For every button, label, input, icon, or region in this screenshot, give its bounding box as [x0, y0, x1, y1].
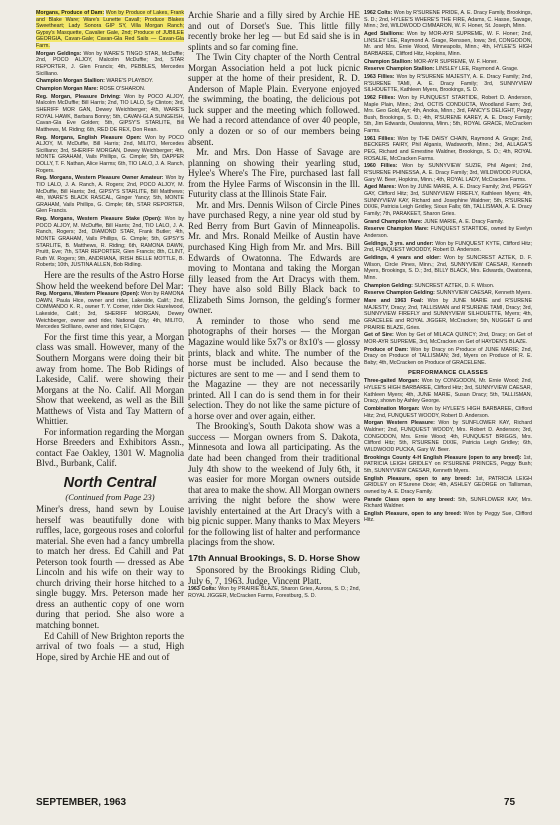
issue-date: SEPTEMBER, 1963	[36, 797, 127, 808]
results-list	[36, 291, 184, 331]
paragraph: The Twin City chapter of the North Central Morgan Association held a pot luck picnic supper at the home of their president, R. D. Anderson of Maple Plain. Everyone enjoyed the swimming, the boating, the delicious pot luck supper and the meeting which followed. We had a record attendance of over 40 people, only a dozen or so of our members being absent.	[188, 52, 360, 147]
result-entry: Reserve Champion Gelding: SUNNYVIEW CAESAR, Kenneth Myers.	[364, 290, 532, 297]
paragraph: Mr. and Mrs. Dennis Wilson of Circle Pines have purchased Regy, a nine year old stud by Red Berry from Burt Gavin of Minneapolis. Mr. and Mrs. Ronald Meilke of Austin have purchased King High from Mr. and Mrs. Bill Edwards of Owatonna. The Edwards are moving to Montana and taking the Morgan filly leased from the Art Dracys with them. They have also sold Billy Black back to Elizabeth Sims Jornson, the gelding's former owner.	[188, 199, 360, 316]
result-entry: Champion Stallion: MOR-AYR SUPREME, W. F. Honer.	[364, 58, 498, 65]
result-entry: Parade Class open to any breed: 5th, SUNFLOWER KAY, Mrs. Richard Waldner.	[364, 496, 532, 510]
result-entry: Aged Mares: Won by JUNE MARIE, A. E. Dracy Family; 2nd, PEGGY GAY, Clifford Hitz; 3rd, SUNNYVIEW FIREFLY, Kathleen Myers; 4th, SUNNYVIEW KAY, Richard and Josephine Waldner; 5th, R'SURENE DIXIE, Patricia Leigh Gridley, Sioux Falls; 6th, TALLISMAN, A. E. Dracy Family; 7th, PARAKEET, Sharon Gries.	[364, 184, 532, 217]
result-entry: 1961 Fillies: Won by THE DAISY CHAIN, Raymond A. Grage; 2nd, BECKERS FAIRY, Phil Alganis, Wadsworth, Minn.; 3rd, ALLAGA'S PEG, Richard and Ernestine Waldner, Brookings, S. D.; 4th, ROYAL ROSALIE, McCracken Farms.	[364, 135, 532, 162]
result-entry: Geldings, 3 yrs. and under: Won by FUNQUEST KYTE, Clifford Hitz; 2nd, FUNQUEST WOODDY, Robert D. Anderson.	[364, 240, 532, 254]
result-entry: English Pleasure, open to any breed: Won by Peggy Sue, Clifford Hitz.	[364, 510, 532, 524]
result-entry: Morgans, Produce of Dam: Won by Produce of Lakes, Frank and Blake Ware; Ware's Lunette Cavall; Produce Blakes Sweetheart; Lady Sonora GIP SY, Villa Morgan Ranch; Gypsy's Masquette, Cavalier Gale, 2nd; Produce of JUBILEE GEORGIA, Cavan-Gale; Cavan-Gla Red Sails — Cavan-Gla Farm.	[36, 10, 184, 49]
continued-note: (Continued from Page 23)	[65, 492, 155, 503]
result-entry: Reg. Morgans, English Pleasure Open: Won by POCO ALJOY, M. McDuffie, Bill Harris; 2nd, MILITO, Mercedes Sicilliano; 3rd, SHERIFF MORGAN, Dewey Weichberger; 4th, MONTE GRAHAM, Vails Phillips, G. Cimple; 5th, DAPPER DOLLY, T. F. Nathan, Alice Harms; 6th, TIO LALO, J. A. Ranch, Rogers.	[36, 134, 184, 174]
paragraph: A reminder to those who send me photographs of their horses — the Morgan Magazine would like 5x7's or 8x10's — glossy prints, black and white. The number of the horse must be included. Also because the pictures are sent to me — and I send them to the Magazine — they are not necessarily printed. All I can do is send them in for their selection. They do not like the same picture of a horse over and over again, either.	[188, 315, 360, 421]
results-list	[364, 378, 532, 524]
column-middle	[188, 10, 360, 601]
paragraph: Archie Sharie and a filly sired by Archie HE and out of Dorset's Sue. This little filly recently broke her leg — but Ed said she is in splints and so far coming fine.	[188, 10, 360, 52]
paragraph: Ed Cahill of New Brighton reports the arrival of two foals — a stud, High Hope, sired by Archie HE and out of	[36, 630, 184, 662]
article-body	[36, 270, 184, 291]
result-entry: Champion Morgan Stallion: WARE'S PLAYBOY.	[36, 78, 154, 85]
page-number: 75	[504, 797, 516, 808]
paragraph: For information regarding the Morgan Horse Breeders and Exhibitors Assn., contact Fae Oakley, 1301 W. Magnolia Blvd., Burbank, Calif.	[36, 426, 184, 469]
result-entry: Champion Gelding: SUNCREST AZTEK, D. F. Wilson.	[364, 282, 495, 289]
result-entry: Grand Champion Mare: JUNE MARIE, A. E. Dracy Family.	[364, 218, 504, 225]
article-body	[36, 504, 184, 662]
result-entry: Reserve Champion Mare: FUNQUEST STARTIDE, owned by Evelyn Anderson.	[364, 226, 532, 239]
performance-classes-heading: PERFORMANCE CLASSES	[407, 370, 489, 377]
paragraph: Sponsored by the Brookings Riding Club, July 6, 7, 1963. Judge, Vincent Platt.	[188, 565, 360, 586]
result-entry: English Pleasure, open to any breed: 1st, PATRICIA LEIGH GRIDLEY on R'Surene Dixie; 4th, ASHLEY GEORGE on Tallisman, owned by A. E. Dracy Family.	[364, 475, 532, 495]
paragraph: Here are the results of the Astro Horse Show held the weekend before Del Mar:	[36, 270, 184, 291]
section-headline: North Central	[63, 475, 157, 492]
result-entry: Reg. Morgans, Western Pleasure (Open): Won by RAMONA DAWN, Paula Hice, owner and rider, Lakeside, Calif.; 2nd, COMMANDO K. R., owner T. Y. Corner, rider Dick Hazelwood, Lakeside, Calif.; 3rd, SHERIFF MORGAN, Dewey Weichberger, owner and rider, National City; 4th, MILITO, Mercedes Sicilliano, owner and rider, El Cajon.	[36, 291, 184, 331]
result-entry: Three-gaited Morgan: Won by CONGODON, Mr. Ernie Wood; 2nd, HYLEE'S HIGH BARBAREE, Clifford Hitz; 3rd, SUNNYVIEW CAESAR, Kathleen Myers; 4th, JUNE MARIE, Susan Dracy; 5th, TALLISMAN, Dracy, shown by Ashley George.	[364, 378, 532, 405]
paragraph: Miner's dress, hand sewn by Louise herself was beautifully done with ruffles, lace, gorgeous roses and colorful material. She even had a fancy umbrella to match her dress. Ed Cahill and Pat Peterson took fourth — dressed as Abe Lincoln and his wife on their way to church driving their horse hitched to a single buggy. Mrs. Peterson made her dress an authentic copy of one worn during that period. She also wore a matching bonnet.	[36, 504, 184, 631]
column-left	[36, 10, 184, 662]
article-body	[36, 332, 184, 469]
result-entry: Reserve Champion Stallion: LINSLEY LEE, Raymond A. Grage.	[364, 66, 519, 73]
result-entry: Reg. Morgan, Pleasure Driving: Won by POCO ALJOY, Malcolm McDuffie; Bill Harris; 2nd, TIO LALO, Sy Clinton; 3rd, SHERIFF MOR GAN, Dewey Weichberger; 4th, WARE'S ROYAL HAWK, Barbara Bonny; 5th, CAVAN-GLA SUNGEISH, Cavan-Gla Eve Golden; 5th, GIPSY'S STARLITE, Bill Matthews, M. Riding; 6th, RED DE REX, Don Rean.	[36, 93, 184, 133]
result-entry: 1963 Colts: Won by PRAIRIE BLAZE, Sharon Gries, Aurora, S. D.; 2nd, ROYAL JIGGER, McCracken Farms, Forestburg, S. D.	[188, 586, 360, 600]
article-body	[188, 565, 360, 586]
result-entry: Reg. Morgans, Western Pleasure Owner Amateur: Won by TIO LALO, J. A. Ranch, A. Rogers; 2nd, POCO ALJOY, M. McDuffie, Bill Harris; 3rd, GIPSY'S STARLITE, Bill Matthews; 4th, WARE'S BLACK RASCAL, Ginger Yancy; 5th, MONTE GRAHAM, Vails Phillips, G. Cimple; 6th, STAR REPORTER, Glen Francis.	[36, 175, 184, 215]
results-list	[188, 586, 360, 599]
result-entry: Morgan Geldings: Won by WARE'S TINGO STAR, McDuffie; 2nd, POCO ALJOY, Malcolm McDuffie; 3rd, STAR REPORTER, J. Glen Francis; 4th, PEBBLES, Mercedes Sicilliano.	[36, 50, 184, 77]
result-entry: Aged Stallions: Won by MOR-AYR SUPREME, W. F. Honer; 2nd, LINSLEY LEE, Raymond A. Grage, Renssen, Iowa; 3rd, CONGODON, Mr. and Mrs. Ernie Wood, Minneapolis, Minn.; 4th, HYLEE'S HIGH BARBAREE, Clifford Hitz, Hopkins, Minn.	[364, 30, 532, 57]
result-entry: Combination Morgan: Won by HYLEE'S HIGH BARBAREE, Clifford Hitz; 2nd, FUNQUEST WOODY, Robert D. Anderson.	[364, 406, 532, 419]
result-entry: Champion Morgan Mare: ROSE O'SHARON.	[36, 86, 146, 93]
results-list	[36, 10, 184, 269]
column-right	[364, 10, 532, 525]
result-entry: Produce of Dam: Won by Dracy on Produce of JUNE MARIE; 2nd, Dracy on Produce of TALLISMAN; 3rd, Myers on Produce of R. E. Baby; 4th, McCracken on Produce of GRACELENE.	[364, 346, 532, 366]
result-entry: 1960 Fillies: Won by SUNNYVIEW SUZIE, Phil Algeni; 2nd, R'SURENE PHINESSA, A. E. Dracy Family; 3rd, WILDWOOD PUCKA, Gary W. Beer, Hopkins, Minn.; 4th, ROYAL LADY, McCracken Farms.	[364, 163, 532, 183]
results-list	[364, 10, 532, 366]
result-entry: Geldings, 4 years and older: Won by SUNCREST AZTEK, D. F. Wilson, Circle Pines, Minn.; 2nd, SUNNYVIEW CAESAR, Kenneth Myers, Brookings, S. D.; 3rd, BILLY BLACK, Mrs. Edwards, Owatonna, Minn.	[364, 255, 532, 281]
result-entry: 1962 Colts: Won by R'SURENE PRIDE, A. E. Dracy Family, Brookings, S. D.; 2nd, HYLEE'S WHERE'S THE FIRE, Adams, C. Hasse, Savage, Minn.; 3rd, WILDWOOD CIMMARON, W. F. Honer, St. Joseph, Minn.	[364, 10, 532, 30]
result-entry: Morgan Western Pleasure: Won by SUNFLOWER KAY, Richard Waldner; 2nd, FUNQUEST WOODY, Mrs. Robert D. Anderson; 3rd, CONGODON, Mrs. Ernie Wood; 4th, FUNQUEST BRIGGS, Mrs. Clifford Hitz; 5th, R'SURENE DIXIE, Patricia Leigh Gridley; 6th, WILDWOOD PUCKA, Gary W. Beer.	[364, 420, 532, 453]
result-entry: 1963 Fillies: Won by R'SURENE MAJESTY, A. E. Dracy Family; 2nd, R'SURENE TAMI, A. E. Dracy Family; 3rd, SUNNYVIEW SILHOUETTE, Kathleen Myers, Brookings, S. D.	[364, 74, 532, 94]
article-body	[188, 10, 360, 548]
paragraph: For the first time this year, a Morgan class was small. However, many of the Southern Morgans were doing their bit away from home. The Bob Ridings of Lakeside, Calif. were showing their Morgans at the No. Calif. All Morgan Show that weekend, as well as the Bill Matthews of Vista and Tay Mattern of Whittier.	[36, 331, 184, 427]
result-entry: 1962 Fillies: Won by FUNQUEST STARTIDE, Robert D. Anderson, Maple Plain, Minn.; 2nd, OCTIS CONDUCTA, Woodland Farm; 3rd, Mrs. Geo Gold, Ayr; 4th, Anoka, Minn.; 3rd, FANCY'S DELIGHT, Peggy Bush, Brookings, S. D.; 4th, R'SURENE KAREY, A. E. Dracy Family; 5th, Jim Edwards, Owatonna, Minn.; 5th, ROYAL GRACE, McCracken Farms.	[364, 95, 532, 135]
section-subheading: 17th Annual Brookings, S. D. Horse Show	[188, 552, 360, 563]
paragraph: The Brooking's, South Dakota show was a success — Morgan owners from S. Dakota, Minnesota and Iowa all participating. As the date had been changed from their traditional July 4th show to the weekend of July 6th, it was easier for more Morgan owners outside that area to make the show. All Morgan owners arriving the night before the show were lavishly entertained at the Art Dracy's with a big picnic supper. Many thanks to Max Meyers for the following list of halter and performance placings from the show.	[188, 421, 360, 548]
result-entry: Mare and 1963 Foal: Won by JUNE MARIE and R'SURENE MAJESTY, Dracy; 2nd, TALLISMAN and R'SURENE TAMI, Dracy; 3rd, SUNNYVIEW FIREFLY and SUNNYVIEW SILHOUETTE, Myers; 4th, GRACELEE and ROYAL JIGGER, McCracken; 5th, NUGGET G and PRAIRIE BLAZE, Gries.	[364, 298, 532, 331]
result-entry: Get of Sire: Won by Get of MILACA QUINCY; 2nd, Dracy; on Get of MOR-AYR SUPREME, 3rd, McCracken on Get of HAYDEN'S BLAZE.	[364, 332, 532, 345]
paragraph: Mr. and Mrs. Don Hasse of Savage are planning on showing their yearling stud, Hylee's Where's The Fire, purchased last fall from the Hylee Farms of Wisconsin in the Ill. Futurity class at the Illinois State Fair.	[188, 147, 360, 200]
result-entry: Brookings County 4-H English Pleasure (open to any breed): 1st, PATRICIA LEIGH GRIDLEY on R'SURENE PRINCES, Peggy Bush; 5th, SUNNYVIEW CAESAR, Kenneth Myers.	[364, 454, 532, 474]
result-entry: Reg. Morgans, Western Pleasure Stake (Open): Won by POCO ALJOY, M. McDuffie, Bill Harris; 2nd, TIO LALO, J. A. Ranch, Rogers; 3rd, DIAMOND STAR, Frank Butler; 4th, MONTE GRAHAM, Vails Phillips, G. Cimple; 5th, GIPSY'S STARLITE, B. Matthews, R. Riding; 6th, RAMONA DAWN, Pruitt, Eve; 7th, STAR REPORTER, Glen Francis; 8th, CLINT, Ruth W. Rogers; 9th, ANDRIANA, IRISH BELLE MOTTLE, B. Roberts; 10th, JUSTINA ALLEN, Bob Ridling.	[36, 216, 184, 269]
